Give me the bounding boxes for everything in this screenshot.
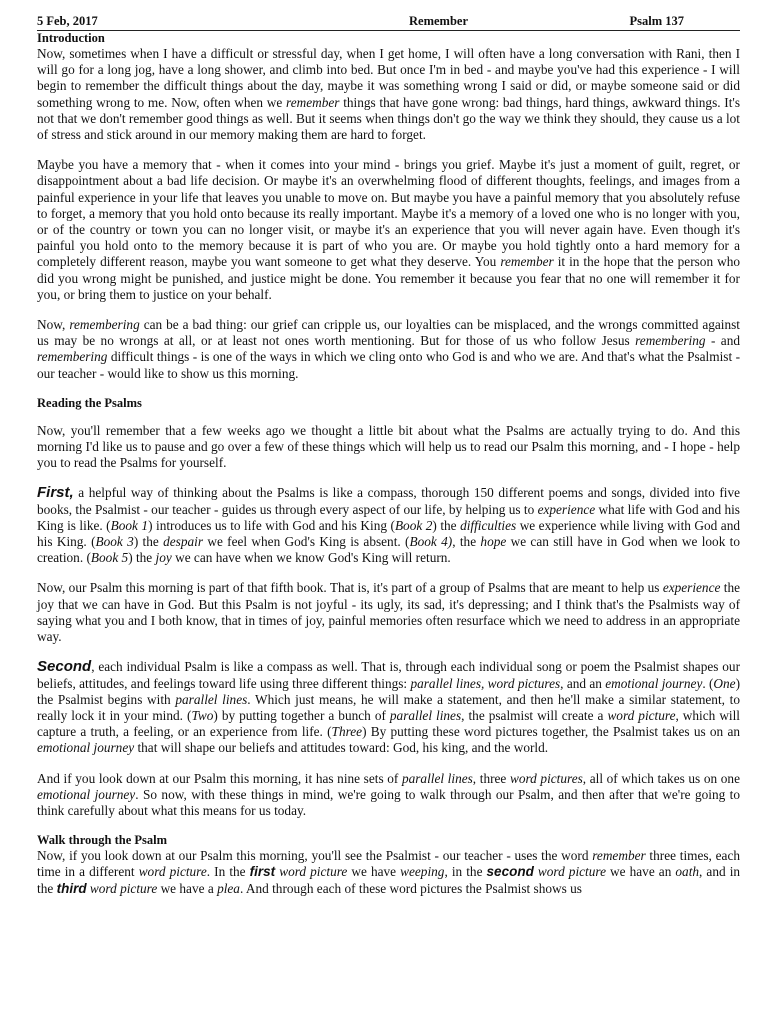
header-reference: Psalm 137 xyxy=(629,14,684,28)
paragraph-3: Now, remembering can be a bad thing: our grief can cripple us, our loyalties can be misplaced, and the wrongs committed against us may be no wrongs at all, or at least not ones worth mentioning. But for those of us who follow Jesus remembering - and remembering difficult things - is one of the ways in which we cling onto who God is and who we are. And that's what the Psalmist - our teacher - would like to show us this morning. xyxy=(37,317,741,381)
header-date: 5 Feb, 2017 xyxy=(37,14,98,28)
header-title: Remember xyxy=(409,14,468,28)
paragraph-5: First, a helpful way of thinking about the Psalms is like a compass, thorough 150 different poems and songs, divided into five books, the Psalmist - our teacher - guides us through every aspect of our life, by helping us to experience what life with God and his King is like. (Book 1) introduces us to life with God and his King (Book 2) the difficulties we experience while living with God and his King. (Book 3) the despair we feel when God's King is absent. (Book 4), the hope we can still have in God when we look to creation. (Book 5) the joy we can have when we know God's King will return. xyxy=(37,484,741,566)
paragraph-7: Second, each individual Psalm is like a compass as well. That is, through each individual song or poem the Psalmist shapes our beliefs, attitudes, and feelings toward life using three different things: parallel lines, word pictures, and an emotional journey. (One) the Psalmist begins with parallel lines. Which just means, he will make a statement, and then he'll make a similar statement, to really lock it in your mind. (Two) by putting together a bunch of parallel lines, the psalmist will create a word picture, which will capture a truth, a feeling, or an experience from life. (Three) By putting these word pictures together, the Psalmist takes us on an emotional journey that will shape our beliefs and attitudes toward: God, his king, and the world. xyxy=(37,658,741,756)
paragraph-4: Now, you'll remember that a few weeks ago we thought a little bit about what the Psalms are actually trying to do. And this morning I'd like us to pause and go over a few of these things which will help us to read our Psalm this morning, and - I hope - help you to read the Psalms for yourself. xyxy=(37,422,740,471)
paragraph-1: Now, sometimes when I have a difficult or stressful day, when I get home, I will often have a long conversation with Rani, then I will go for a long jog, have a long shower, and climb into bed. But once I'm in bed - and maybe you've had this experience - I will begin to remember the difficult things about the day, maybe it was something wrong I said or did, or maybe someone said or did something wrong to me. Now, often when we remember things that have gone wrong: bad things, hard things, awkward things. It's not that we don't remember good things as well. But it seems when things don't go the way we think they should, they cause us a lot of stress and stick around in our memory making them are hard to forget. xyxy=(37,46,740,143)
paragraph-2: Maybe you have a memory that - when it comes into your mind - brings you grief. Maybe it's just a moment of guilt, regret, or disappointment about a bad life decision. Or maybe it's an overwhelming flood of different thoughts, feelings, and images from a painful experience in your life that leaves you unable to move on. But maybe you have a painful memory that you absolutely refuse to forget, a memory that you hold onto because its really important. Maybe it's a memory of a loved one who is no longer with you, or of the country or town you can no longer visit, or maybe it's an experience that you will never again have. Even though it's painful you hold onto to the memory because it is part of who you are. Or maybe you hold tightly onto a hard memory for a completely different reason, maybe you want someone to get what they deserve. You remember it in the hope that the person who did you wrong might be punished, and justice might be done. You remember it because you fear that no one will remember it for you, or bring them to justice on your behalf. xyxy=(37,157,740,302)
heading-introduction: Introduction xyxy=(37,31,105,45)
paragraph-6: Now, our Psalm this morning is part of that fifth book. That is, it's part of a group of Psalms that are meant to help us experience the joy that we can have in God. But this Psalm is not joyful - its ugly, its sad, it's depressing; and I think that's the Psalmists way of saying what you and I both know, that in times of joy, painful memories often resurface which we need to address in an appropriate way. xyxy=(37,580,740,645)
paragraph-8: And if you look down at our Psalm this morning, it has nine sets of parallel lines, three word pictures, all of which takes us on one emotional journey. So now, with these things in mind, we're going to walk through our Psalm, and then after that we're going to think carefully about what this means for us today. xyxy=(37,770,740,818)
heading-walk-through-the-psalm: Walk through the Psalm xyxy=(37,833,167,848)
heading-reading-the-psalms: Reading the Psalms xyxy=(37,395,142,410)
page-header xyxy=(37,14,740,31)
paragraph-9: Now, if you look down at our Psalm this morning, you'll see the Psalmist - our teacher - uses the word remember three times, each time in a different word picture. In the first word picture we have weeping, in the second word picture we have an oath, and in the third word picture we have a plea. And through each of these word pictures the Psalmist shows us xyxy=(37,848,741,896)
